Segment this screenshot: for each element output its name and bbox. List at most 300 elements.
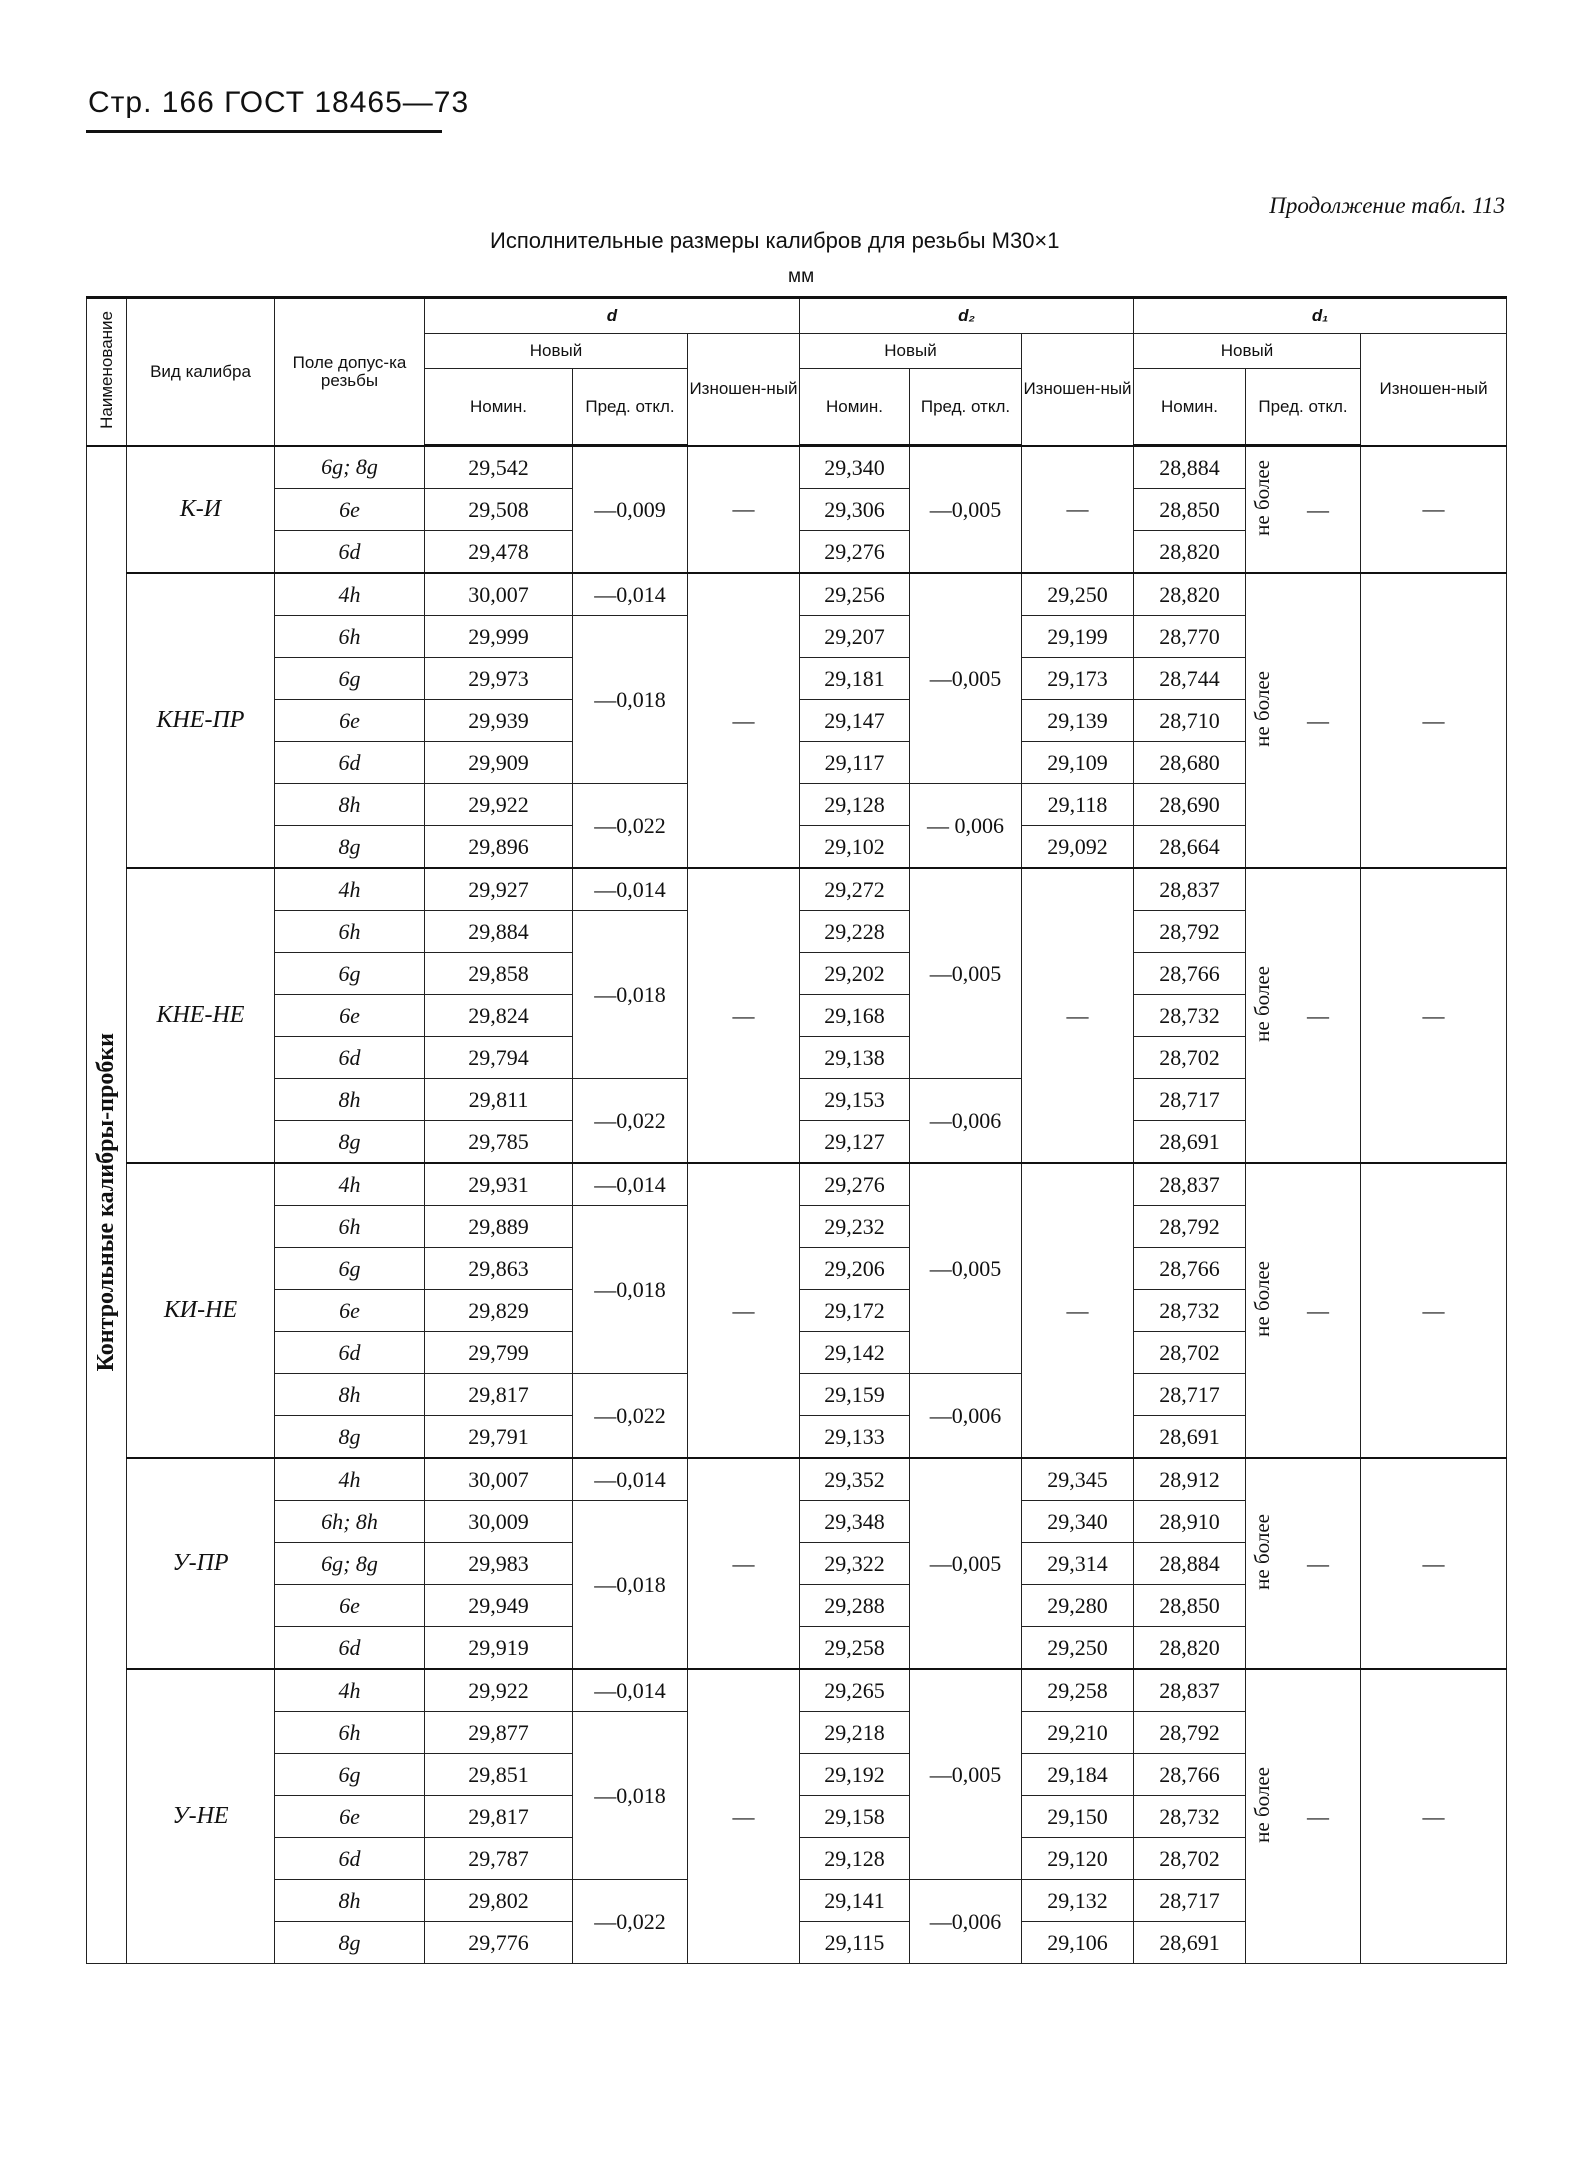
d2-nom-cell [800, 1838, 910, 1880]
d2-worn-cell-text: 29,280 [1047, 1592, 1108, 1618]
d2-worn-cell [1022, 1712, 1134, 1754]
d2-nom-cell [800, 700, 910, 742]
not-more-label: не более [1250, 965, 1275, 1042]
d2-worn-cell-text: 29,258 [1047, 1677, 1108, 1703]
d-worn-cell [688, 868, 800, 1163]
d2-worn-cell [1022, 784, 1134, 826]
d-worn-cell-text: — [732, 707, 755, 733]
d-dev-cell-text: —0,014 [594, 1466, 666, 1492]
d1-dev-dash: — [1307, 1002, 1330, 1028]
d2-dev-cell [910, 784, 1022, 869]
d1-dev-cell [1246, 446, 1361, 574]
header-d: d [425, 298, 800, 334]
d1-nom-cell-text: 28,702 [1159, 1845, 1220, 1871]
tolerance-field-cell-text: 6e [339, 496, 360, 522]
d2-worn-cell [1022, 1163, 1134, 1458]
d-nom-cell [425, 1416, 573, 1459]
d1-nom-cell-text: 28,732 [1159, 1803, 1220, 1829]
d1-nom-cell [1134, 1374, 1246, 1416]
d-nom-cell-text: 29,889 [468, 1213, 529, 1239]
d2-nom-cell-text: 29,181 [824, 665, 885, 691]
d2-dev-cell [910, 446, 1022, 574]
d1-nom-cell-text: 28,691 [1159, 1423, 1220, 1449]
d-nom-cell-text: 29,877 [468, 1719, 529, 1745]
d2-dev-cell-text: —0,005 [929, 496, 1002, 522]
d2-nom-cell [800, 531, 910, 574]
tolerance-field-cell-text: 8h [338, 1381, 361, 1407]
d2-nom-cell-text: 29,276 [824, 538, 885, 564]
tolerance-field-cell [275, 1754, 425, 1796]
d1-nom-cell-text: 28,691 [1159, 1929, 1220, 1955]
tolerance-field-cell-text: 6e [339, 1002, 360, 1028]
not-more-label: не более [1250, 1513, 1275, 1590]
continuation-note: Продолжение табл. 113 [1269, 193, 1505, 218]
tolerance-field-cell-text: 6h; 8h [321, 1508, 378, 1534]
d-nom-cell-text: 29,829 [468, 1297, 529, 1323]
d2-dev-cell-text: —0,005 [929, 960, 1002, 986]
header-d1-dev: Пред. откл. [1246, 369, 1361, 446]
d2-dev-cell [910, 573, 1022, 784]
d2-nom-cell [800, 1416, 910, 1459]
header-d2-worn: Изношен-ный [1022, 334, 1134, 446]
d2-nom-cell-text: 29,276 [824, 1171, 885, 1197]
d-nom-cell-text: 29,858 [468, 960, 529, 986]
d1-worn-cell-text: — [1422, 1297, 1445, 1323]
d2-nom-cell-text: 29,256 [824, 581, 885, 607]
d1-nom-cell [1134, 953, 1246, 995]
d2-nom-cell-text: 29,202 [824, 960, 885, 986]
d-nom-cell [425, 700, 573, 742]
tolerance-field-cell [275, 868, 425, 911]
d-nom-cell [425, 1501, 573, 1543]
tolerance-field-cell [275, 1796, 425, 1838]
tolerance-field-cell [275, 1079, 425, 1121]
d-nom-cell-text: 29,863 [468, 1255, 529, 1281]
d2-nom-cell [800, 1754, 910, 1796]
gauge-kind-cell [127, 1458, 275, 1669]
d2-worn-cell [1022, 616, 1134, 658]
tolerance-field-cell [275, 826, 425, 869]
d2-nom-cell [800, 1543, 910, 1585]
tolerance-field-cell [275, 911, 425, 953]
d-nom-cell [425, 1754, 573, 1796]
tolerance-field-cell [275, 489, 425, 531]
tolerance-field-cell-text: 4h [338, 1677, 361, 1703]
d-dev-cell [573, 911, 688, 1079]
header-d-dev: Пред. откл. [573, 369, 688, 446]
d1-nom-cell-text: 28,680 [1159, 749, 1220, 775]
d-nom-cell-text: 29,811 [468, 1086, 529, 1112]
d-dev-cell-text: —0,014 [594, 581, 666, 607]
d1-nom-cell [1134, 616, 1246, 658]
d1-nom-cell-text: 28,691 [1159, 1128, 1220, 1154]
d-nom-cell [425, 1248, 573, 1290]
d1-worn-cell [1361, 573, 1507, 868]
gauge-kind-cell-text: У-НЕ [172, 1803, 229, 1829]
d2-worn-cell [1022, 1796, 1134, 1838]
tolerance-field-cell-text: 6e [339, 707, 360, 733]
tolerance-field-cell-text: 8g [338, 833, 361, 859]
d1-worn-cell [1361, 1669, 1507, 1964]
d1-dev-cell [1246, 1163, 1361, 1458]
d1-dev-dash: — [1307, 707, 1330, 733]
d2-nom-cell [800, 446, 910, 489]
d2-worn-cell-text: 29,139 [1047, 707, 1108, 733]
d1-nom-cell [1134, 1458, 1246, 1501]
header-d2-new: Новый [800, 334, 1022, 369]
d2-nom-cell [800, 1712, 910, 1754]
d1-nom-cell-text: 28,717 [1159, 1086, 1220, 1112]
tolerance-field-cell [275, 616, 425, 658]
d2-nom-cell [800, 1290, 910, 1332]
d2-dev-cell [910, 1458, 1022, 1669]
header-d1-worn: Изношен-ный [1361, 334, 1507, 446]
d-worn-cell [688, 446, 800, 574]
d1-nom-cell-text: 28,702 [1159, 1339, 1220, 1365]
d2-nom-cell [800, 911, 910, 953]
gauge-kind-cell-text: К-И [179, 495, 222, 522]
d1-dev-cell [1246, 1458, 1361, 1669]
d2-nom-cell-text: 29,340 [824, 454, 885, 480]
header-kind: Вид калибра [127, 298, 275, 446]
d2-dev-cell [910, 1374, 1022, 1459]
d-nom-cell [425, 1543, 573, 1585]
tolerance-field-cell [275, 1880, 425, 1922]
gauge-kind-cell-text: КНЕ-НЕ [156, 1002, 245, 1028]
tolerance-field-cell [275, 531, 425, 574]
d1-nom-cell-text: 28,850 [1159, 496, 1220, 522]
d-nom-cell-text: 29,802 [468, 1887, 529, 1913]
d-nom-cell [425, 868, 573, 911]
d2-worn-cell-text: 29,132 [1047, 1887, 1108, 1913]
tolerance-field-cell-text: 6e [339, 1297, 360, 1323]
d1-nom-cell [1134, 1163, 1246, 1206]
tolerance-field-cell-text: 4h [338, 1171, 361, 1197]
d1-nom-cell [1134, 1922, 1246, 1964]
tolerance-field-cell-text: 8g [338, 1423, 361, 1449]
d1-nom-cell [1134, 1332, 1246, 1374]
tolerance-field-cell [275, 658, 425, 700]
d-nom-cell [425, 1163, 573, 1206]
d2-worn-cell [1022, 658, 1134, 700]
tolerance-field-cell-text: 6g [338, 960, 361, 986]
d2-nom-cell [800, 953, 910, 995]
d-dev-cell [573, 1163, 688, 1206]
d-worn-cell [688, 573, 800, 868]
d-nom-cell [425, 1121, 573, 1164]
d2-nom-cell-text: 29,258 [824, 1634, 885, 1660]
d1-nom-cell [1134, 911, 1246, 953]
d-dev-cell [573, 1206, 688, 1374]
d2-worn-cell [1022, 742, 1134, 784]
d-nom-cell-text: 29,922 [468, 1677, 529, 1703]
d2-nom-cell-text: 29,348 [824, 1508, 885, 1534]
d-dev-cell-text: —0,022 [594, 1107, 666, 1133]
d2-nom-cell-text: 29,153 [824, 1086, 885, 1112]
d-nom-cell-text: 29,787 [468, 1845, 529, 1871]
tolerance-field-cell [275, 742, 425, 784]
d-nom-cell-text: 29,983 [468, 1550, 529, 1576]
d2-worn-cell-text: 29,210 [1047, 1719, 1108, 1745]
d2-nom-cell-text: 29,228 [824, 918, 885, 944]
d-nom-cell [425, 446, 573, 489]
d1-nom-cell [1134, 1501, 1246, 1543]
d-dev-cell [573, 1458, 688, 1501]
d2-nom-cell-text: 29,192 [824, 1761, 885, 1787]
header-d1-nom: Номин. [1134, 369, 1246, 446]
tolerance-field-cell [275, 1838, 425, 1880]
header-d1: d₁ [1134, 298, 1507, 334]
d1-nom-cell [1134, 868, 1246, 911]
d-nom-cell-text: 29,851 [468, 1761, 529, 1787]
d2-worn-cell [1022, 1922, 1134, 1964]
d2-worn-cell [1022, 1669, 1134, 1712]
tolerance-field-cell-text: 6e [339, 1592, 360, 1618]
d1-nom-cell-text: 28,837 [1159, 876, 1220, 902]
table-row [87, 446, 1507, 489]
tolerance-field-cell [275, 1163, 425, 1206]
header-d-new: Новый [425, 334, 688, 369]
d1-nom-cell [1134, 1838, 1246, 1880]
not-more-label: не более [1250, 1260, 1275, 1337]
d1-nom-cell [1134, 826, 1246, 869]
d2-nom-cell [800, 1332, 910, 1374]
d-nom-cell-text: 29,939 [468, 707, 529, 733]
d-nom-cell-text: 29,478 [468, 538, 529, 564]
dimensions-table-wrap [86, 296, 1506, 1964]
d-nom-cell [425, 1206, 573, 1248]
d-nom-cell [425, 1458, 573, 1501]
d1-nom-cell-text: 28,912 [1159, 1466, 1220, 1492]
tolerance-field-cell [275, 1712, 425, 1754]
d1-nom-cell-text: 28,744 [1159, 665, 1220, 691]
d1-nom-cell-text: 28,850 [1159, 1592, 1220, 1618]
d-dev-cell [573, 784, 688, 869]
d-nom-cell-text: 29,927 [468, 876, 529, 902]
d-nom-cell [425, 1796, 573, 1838]
d-dev-cell [573, 1374, 688, 1459]
d-nom-cell [425, 1838, 573, 1880]
d2-nom-cell-text: 29,206 [824, 1255, 885, 1281]
d-worn-cell-text: — [732, 1803, 755, 1829]
d2-nom-cell-text: 29,142 [824, 1339, 885, 1365]
d-worn-cell [688, 1669, 800, 1964]
d-nom-cell-text: 30,007 [468, 1466, 529, 1492]
d1-nom-cell [1134, 700, 1246, 742]
d2-nom-cell-text: 29,172 [824, 1297, 885, 1323]
d2-worn-cell-text: 29,314 [1047, 1550, 1108, 1576]
d2-nom-cell [800, 658, 910, 700]
d-worn-cell [688, 1163, 800, 1458]
tolerance-field-cell-text: 8h [338, 1887, 361, 1913]
d1-nom-cell [1134, 1290, 1246, 1332]
tolerance-field-cell [275, 700, 425, 742]
d-nom-cell [425, 658, 573, 700]
d2-nom-cell [800, 489, 910, 531]
header-field: Поле допус-ка резьбы [275, 298, 425, 446]
d2-worn-cell [1022, 700, 1134, 742]
d2-nom-cell-text: 29,138 [824, 1044, 885, 1070]
d-nom-cell-text: 30,009 [468, 1508, 529, 1534]
tolerance-field-cell-text: 6g [338, 1255, 361, 1281]
d-nom-cell [425, 1880, 573, 1922]
d1-nom-cell-text: 28,837 [1159, 1677, 1220, 1703]
tolerance-field-cell [275, 1627, 425, 1670]
d1-worn-cell [1361, 446, 1507, 574]
d1-nom-cell-text: 28,710 [1159, 707, 1220, 733]
tolerance-field-cell [275, 1585, 425, 1627]
d-dev-cell-text: —0,018 [594, 686, 666, 712]
tolerance-field-cell-text: 8h [338, 791, 361, 817]
d1-nom-cell [1134, 1206, 1246, 1248]
d1-nom-cell-text: 28,792 [1159, 1213, 1220, 1239]
d2-nom-cell [800, 1206, 910, 1248]
tolerance-field-cell [275, 784, 425, 826]
tolerance-field-cell-text: 6d [338, 1044, 361, 1070]
d2-nom-cell [800, 868, 910, 911]
d2-dev-cell-text: —0,005 [929, 665, 1002, 691]
d1-worn-cell-text: — [1422, 707, 1445, 733]
d2-dev-cell [910, 1079, 1022, 1164]
d1-worn-cell-text: — [1422, 1002, 1445, 1028]
d2-nom-cell [800, 1922, 910, 1964]
d-nom-cell-text: 29,973 [468, 665, 529, 691]
d2-worn-cell [1022, 826, 1134, 869]
d1-nom-cell [1134, 1754, 1246, 1796]
d1-nom-cell [1134, 742, 1246, 784]
d2-nom-cell [800, 1796, 910, 1838]
d-nom-cell [425, 1585, 573, 1627]
d-dev-cell [573, 446, 688, 574]
d-nom-cell [425, 489, 573, 531]
header-d1-new: Новый [1134, 334, 1361, 369]
d1-nom-cell-text: 28,732 [1159, 1002, 1220, 1028]
header-rule [86, 130, 442, 133]
not-more-label: не более [1250, 670, 1275, 747]
d-dev-cell-text: —0,018 [594, 1782, 666, 1808]
d-worn-cell-text: — [732, 496, 755, 522]
header-d2: d₂ [800, 298, 1134, 334]
d-dev-cell [573, 1880, 688, 1964]
header-d-nom: Номин. [425, 369, 573, 446]
d2-worn-cell-text: 29,340 [1047, 1508, 1108, 1534]
d-nom-cell [425, 1374, 573, 1416]
d2-nom-cell-text: 29,117 [824, 749, 885, 775]
d2-dev-cell [910, 1880, 1022, 1964]
d2-nom-cell-text: 29,102 [824, 833, 885, 859]
d1-nom-cell [1134, 1880, 1246, 1922]
d1-nom-cell-text: 28,910 [1159, 1508, 1220, 1534]
d-dev-cell [573, 1712, 688, 1880]
gauge-kind-cell-text: КИ-НЕ [163, 1297, 238, 1323]
table-body [87, 446, 1507, 1964]
unit-label: мм [788, 266, 815, 287]
d-dev-cell [573, 1079, 688, 1164]
d2-worn-cell [1022, 1880, 1134, 1922]
tolerance-field-cell-text: 6h [338, 623, 361, 649]
d1-nom-cell [1134, 658, 1246, 700]
d1-dev-cell [1246, 573, 1361, 868]
d1-nom-cell-text: 28,717 [1159, 1381, 1220, 1407]
tolerance-field-cell [275, 995, 425, 1037]
d2-nom-cell-text: 29,218 [824, 1719, 885, 1745]
d2-nom-cell [800, 995, 910, 1037]
d2-nom-cell [800, 826, 910, 869]
d-nom-cell [425, 1669, 573, 1712]
tolerance-field-cell-text: 6h [338, 1213, 361, 1239]
d-nom-cell [425, 1290, 573, 1332]
tolerance-field-cell-text: 6h [338, 1719, 361, 1745]
d2-nom-cell [800, 1374, 910, 1416]
d2-dev-cell-text: —0,006 [929, 1908, 1002, 1934]
tolerance-field-cell [275, 446, 425, 489]
d1-nom-cell [1134, 784, 1246, 826]
d-nom-cell-text: 29,791 [468, 1423, 529, 1449]
not-more-label: не более [1250, 459, 1275, 536]
d2-nom-cell [800, 1501, 910, 1543]
tolerance-field-cell-text: 8g [338, 1929, 361, 1955]
tolerance-field-cell-text: 4h [338, 1466, 361, 1492]
gauge-kind-cell [127, 1669, 275, 1964]
tolerance-field-cell-text: 6e [339, 1803, 360, 1829]
tolerance-field-cell-text: 6d [338, 1845, 361, 1871]
d-nom-cell-text: 29,817 [468, 1381, 529, 1407]
d-dev-cell [573, 616, 688, 784]
group-name-cell-text: Контрольные калибры-пробки [93, 1032, 119, 1371]
d1-nom-cell-text: 28,792 [1159, 1719, 1220, 1745]
tolerance-field-cell [275, 1374, 425, 1416]
tolerance-field-cell [275, 1332, 425, 1374]
d2-worn-cell [1022, 1458, 1134, 1501]
tolerance-field-cell-text: 6g; 8g [321, 1550, 378, 1576]
d-dev-cell-text: —0,022 [594, 1402, 666, 1428]
d-dev-cell-text: —0,014 [594, 1677, 666, 1703]
d1-nom-cell [1134, 1079, 1246, 1121]
d2-worn-cell-text: 29,173 [1047, 665, 1108, 691]
gauge-kind-cell-text: У-ПР [172, 1550, 229, 1576]
d2-nom-cell [800, 1627, 910, 1670]
table-head [87, 298, 1507, 446]
d2-worn-cell [1022, 1838, 1134, 1880]
d2-worn-cell [1022, 446, 1134, 574]
tolerance-field-cell [275, 1248, 425, 1290]
d-nom-cell-text: 29,949 [468, 1592, 529, 1618]
d-dev-cell [573, 868, 688, 911]
d-nom-cell-text: 29,931 [468, 1171, 529, 1197]
d2-dev-cell-text: —0,005 [929, 1255, 1002, 1281]
tolerance-field-cell-text: 6d [338, 1634, 361, 1660]
d2-nom-cell [800, 616, 910, 658]
d2-worn-cell-text: 29,184 [1047, 1761, 1108, 1787]
d2-nom-cell [800, 1458, 910, 1501]
d1-dev-dash: — [1307, 1550, 1330, 1576]
d2-worn-cell-text: 29,109 [1047, 749, 1108, 775]
d2-nom-cell [800, 1248, 910, 1290]
tolerance-field-cell [275, 1669, 425, 1712]
d-nom-cell [425, 953, 573, 995]
tolerance-field-cell-text: 6d [338, 1339, 361, 1365]
d2-nom-cell-text: 29,322 [824, 1550, 885, 1576]
d-nom-cell [425, 1627, 573, 1670]
d-nom-cell [425, 573, 573, 616]
d2-nom-cell [800, 1880, 910, 1922]
d1-dev-dash: — [1307, 496, 1330, 522]
d1-nom-cell [1134, 1627, 1246, 1670]
d1-nom-cell [1134, 1121, 1246, 1164]
d2-worn-cell-text: 29,199 [1047, 623, 1108, 649]
d1-nom-cell-text: 28,792 [1159, 918, 1220, 944]
d1-dev-dash: — [1307, 1803, 1330, 1829]
